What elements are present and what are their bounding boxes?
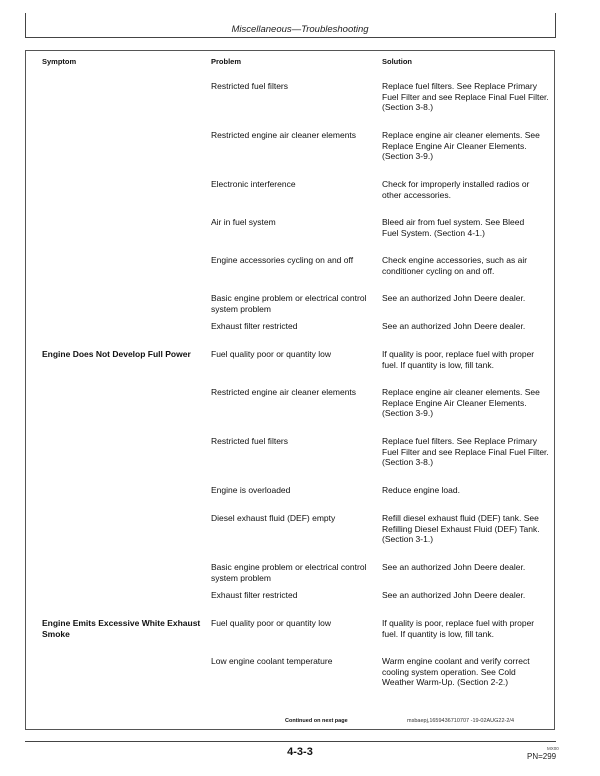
problem-cell: Low engine coolant temperature <box>211 656 333 666</box>
problem-cell: Fuel quality poor or quantity low <box>211 618 332 628</box>
problem-cell: Diesel exhaust fluid (DEF) empty <box>211 513 336 523</box>
solution-cell: Reduce engine load. <box>382 485 460 495</box>
problem-cell: Electronic interference <box>211 179 296 189</box>
solution-cell: Replace fuel filters. See Replace Primary Fuel Filter and see Replace Final Fuel Filter. (Section 3-8.) <box>382 81 549 112</box>
solution-cell: Replace engine air cleaner elements. See Replace Engine Air Cleaner Elements. (Section 3-9.) <box>382 387 540 418</box>
solution-cell: Refill diesel exhaust fluid (DEF) tank. See Refilling Diesel Exhaust Fluid (DEF) Tank. (Section 3-1.) <box>382 513 540 544</box>
symptom-cell: Engine Does Not Develop Full Power <box>42 349 191 359</box>
problem-cell: Air in fuel system <box>211 217 276 227</box>
solution-cell: Replace fuel filters. See Replace Primary Fuel Filter and see Replace Final Fuel Filter. (Section 3-8.) <box>382 436 549 467</box>
problem-cell: Restricted engine air cleaner elements <box>211 130 357 140</box>
problem-cell: Restricted fuel filters <box>211 81 288 91</box>
column-header-solution: Solution <box>382 57 412 66</box>
solution-cell: See an authorized John Deere dealer. <box>382 321 526 331</box>
solution-cell: If quality is poor, replace fuel with proper fuel. If quantity is low, fill tank. <box>382 349 535 370</box>
problem-cell: Engine accessories cycling on and off <box>211 255 354 265</box>
solution-cell: Warm engine coolant and verify correct cooling system operation. See Cold Weather Warm-Up. (Section 2-2.) <box>382 656 530 687</box>
solution-cell: Check for improperly installed radios or other accessories. <box>382 179 530 200</box>
problem-cell: Engine is overloaded <box>211 485 291 495</box>
footer-rule <box>25 741 556 742</box>
column-header-problem: Problem <box>211 57 242 66</box>
problem-cell: Basic engine problem or electrical control system problem <box>211 293 367 314</box>
solution-cell: Check engine accessories, such as air conditioner cycling on and off. <box>382 255 528 276</box>
footer-code: MX00 <box>547 746 559 751</box>
problem-cell: Exhaust filter restricted <box>211 590 298 600</box>
problem-cell: Restricted engine air cleaner elements <box>211 387 357 397</box>
symptom-cell: Engine Emits Excessive White Exhaust Smoke <box>42 618 201 639</box>
header-rule <box>25 37 556 38</box>
problem-cell: Exhaust filter restricted <box>211 321 298 331</box>
solution-cell: Bleed air from fuel system. See Bleed Fuel System. (Section 4-1.) <box>382 217 525 238</box>
problem-cell: Basic engine problem or electrical control system problem <box>211 562 367 583</box>
solution-cell: See an authorized John Deere dealer. <box>382 293 526 303</box>
continued-note: Continued on next page <box>285 718 348 724</box>
running-head: Miscellaneous—Troubleshooting <box>231 24 369 35</box>
column-header-symptom: Symptom <box>42 57 77 66</box>
reference-code: msbaepj,1659436710707 -19-02AUG22-2/4 <box>407 718 515 724</box>
solution-cell: See an authorized John Deere dealer. <box>382 590 526 600</box>
solution-cell: Replace engine air cleaner elements. See Replace Engine Air Cleaner Elements. (Section 3-9.) <box>382 130 540 161</box>
solution-cell: See an authorized John Deere dealer. <box>382 562 526 572</box>
pn-number: PN=299 <box>527 752 557 761</box>
page-number: 4-3-3 <box>287 746 313 758</box>
problem-cell: Fuel quality poor or quantity low <box>211 349 332 359</box>
solution-cell: If quality is poor, replace fuel with proper fuel. If quantity is low, fill tank. <box>382 618 535 639</box>
problem-cell: Restricted fuel filters <box>211 436 288 446</box>
